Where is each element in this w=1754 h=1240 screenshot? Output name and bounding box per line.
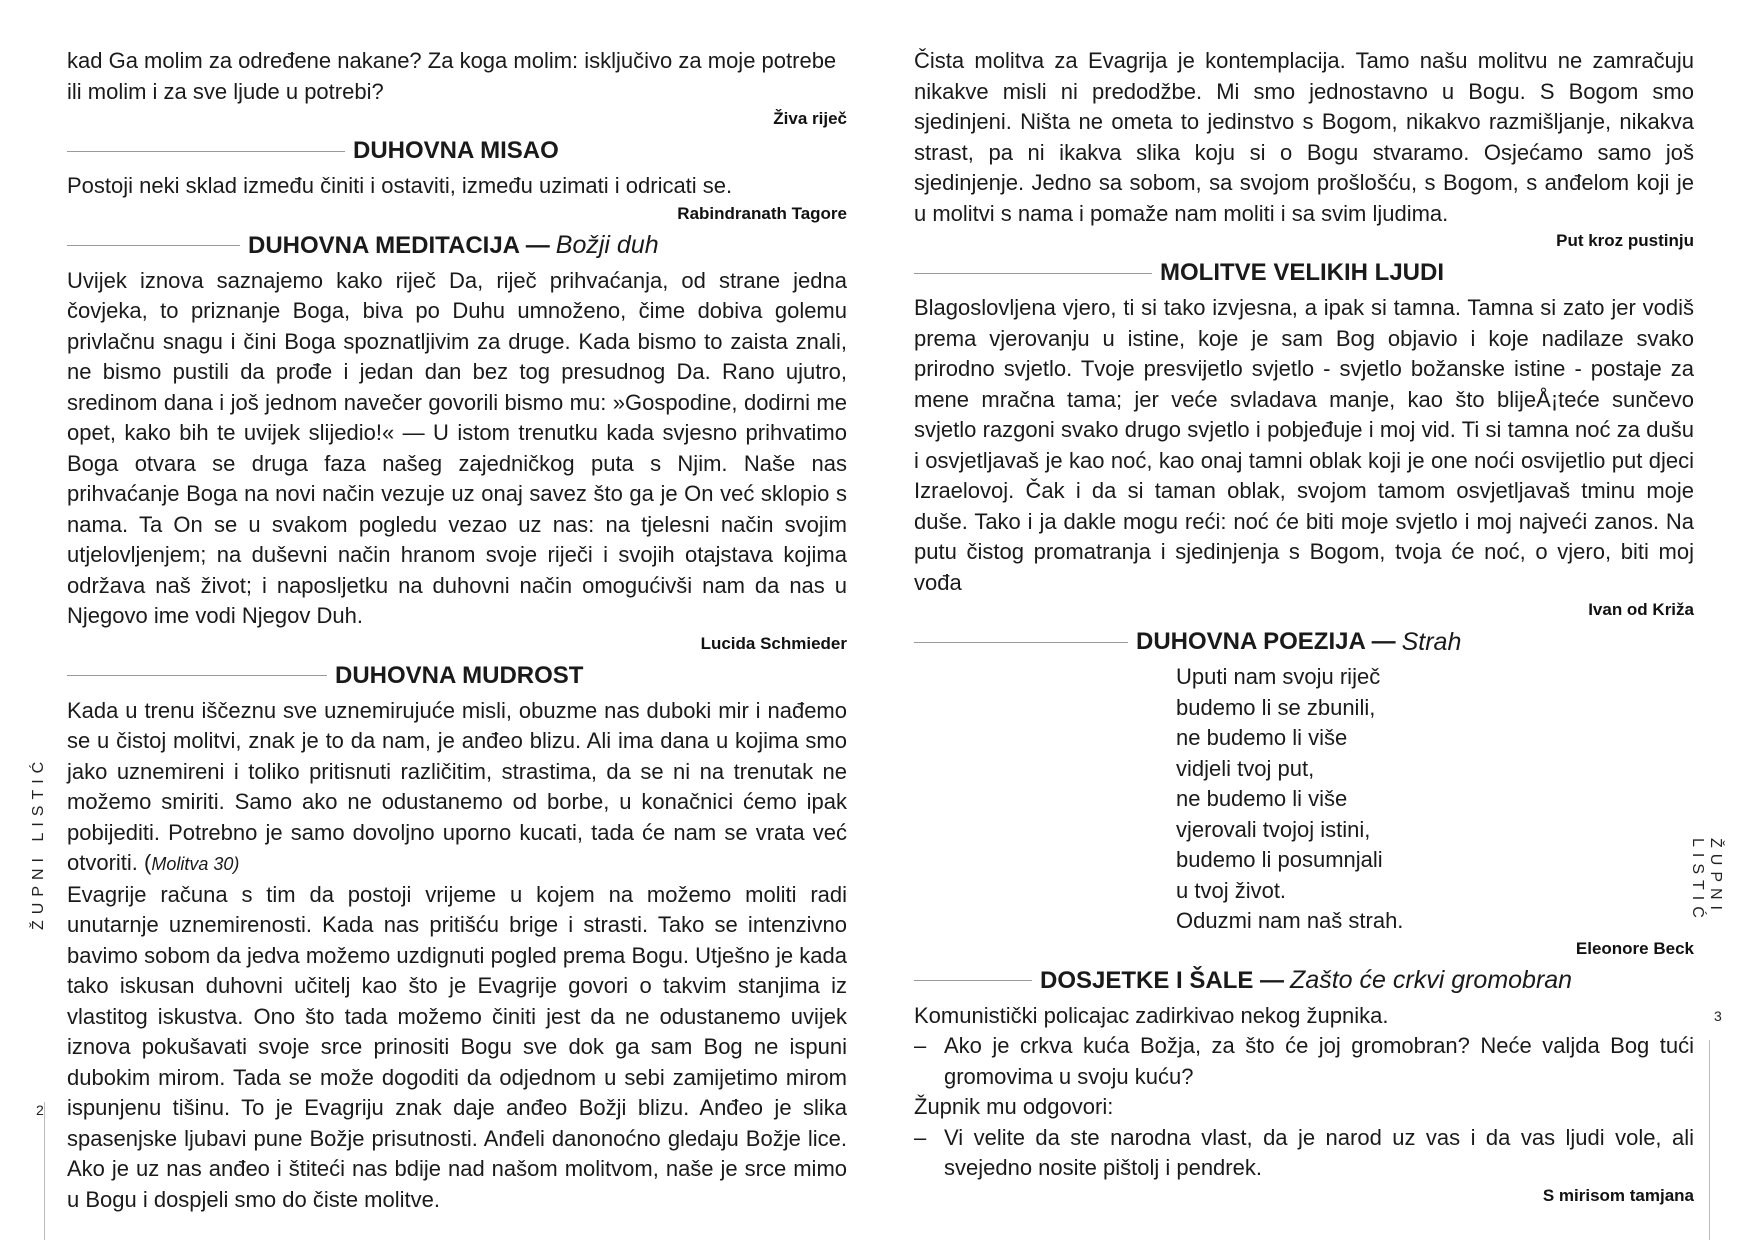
section-title-meditacija: DUHOVNA MEDITACIJA — xyxy=(248,231,550,259)
section-header-mudrost xyxy=(67,658,847,694)
right-side-label: ŽUPNI LISTIĆ xyxy=(1689,838,1724,924)
section-header-misao xyxy=(67,133,847,169)
section-header-dosjetke xyxy=(914,963,1694,999)
right-page-column xyxy=(914,46,1694,1208)
poem-line: vidjeli tvoj put, xyxy=(1176,755,1315,781)
poem-line: ne budemo li više xyxy=(1176,786,1348,811)
left-side-label: ŽUPNI LISTIĆ xyxy=(30,755,47,930)
header-rule xyxy=(67,245,240,246)
dash-marker: – xyxy=(914,1124,927,1150)
poem-line: vjerovali tvojoj istini, xyxy=(1176,816,1371,842)
molitve-text: Blagoslovljena vjero, ti si tako izvjesna, a ipak si tamna. Tamna si zato jer vodiš prema vjerovanju u istine, koje je sam Bog objavio i koje nadilaze svako prirodno svjetlo. Tvoje presvijetlo svjetlo - svjetlo božanske istine - postaje za mene mračna tama; jer veće svladava manje, kao što blijeÅ¡teće sunčevo svjetlo razgoni svako drugo svjetlo i pobjeđuje i moj vid. Ti si tamna noć za dušu i osvjetljavaš je kao noć, kao onaj tamni oblak koji je one noći osvijetlio put djeci Izraelovoj. Čak i da si taman oblak, svojom tamom osvjetljavaš tminu moje duše. Tako i ja dakle mogu reći: noć će biti moje svjetlo i moj najveći zanos. Na putu čistog promatranja i sjedinjenja s Bogom, tvoja će noć, o vjero, biti moj vođa xyxy=(914,295,1694,595)
poem-line: u tvoj život. xyxy=(1176,877,1287,903)
section-title-misao: DUHOVNA MISAO xyxy=(353,137,559,164)
dosjetke-body xyxy=(914,1001,1694,1184)
right-intro-source: Put kroz pustinju xyxy=(1556,231,1694,250)
meditacija-text: Uvijek iznova saznajemo kako riječ Da, riječ prihvaćanja, od strane jedna čovjeka, to priznanje Boga, biva po Duhu umnoženo, čime dobiva golemu privlačnu snagu i čini Boga spoznatljivim za druge. Kada bismo to zaista znali, ne bismo pustili da prođe i jedan dan bez tog presudnog Da. Rano ujutro, sredinom dana i još jednom navečer govorili bismo mu: »Gospodine, dodirni me opet, kako bih te uvijek slijedio!« — U istom trenutku kada svjesno prihvatimo Boga otvara se druga faza našeg zajedničkog puta s Njim. Naše nas prihvaćanje Boga na novi način vezuje uz onaj savez što ga je On već sklopio s nama. Ta On se u svakom pogledu vezao uz nas: na tjelesni način svojim utjelovljenjem; na duševni način hranom svoje riječi i svojih otajstava kojima održava naš život; i naposljetku na duhovni način omogućivši nam da nas u Njegovo ime vodi Njegov Duh. xyxy=(67,267,847,628)
poem-line: budemo li posumnjali xyxy=(1176,847,1383,872)
left-sidebar-line xyxy=(44,1102,45,1240)
header-rule xyxy=(67,151,345,152)
poezija-source: Eleonore Beck xyxy=(1575,938,1694,958)
dosjetke-line-2: Župnik mu odgovori: xyxy=(914,1094,1114,1119)
poem-line: Oduzmi nam naš strah. xyxy=(1176,908,1404,933)
misao-source: Rabindranath Tagore xyxy=(677,203,847,223)
right-sidebar-line xyxy=(1709,1040,1710,1240)
poem-line: ne budemo li više xyxy=(1176,725,1348,750)
dosjetke-item-1: Ako je crkva kuća Božja, za što će joj gromobran? Neće valjda Bog tući gromovima u svoju kuću? xyxy=(944,1033,1694,1089)
header-rule xyxy=(914,642,1128,643)
mudrost-text-1 xyxy=(67,696,847,880)
section-title-mudrost: DUHOVNA MUDROST xyxy=(335,661,584,689)
poem-line: budemo li se zbunili, xyxy=(1176,694,1376,720)
section-header-meditacija xyxy=(67,228,847,264)
dosjetke-dialogue-item xyxy=(914,1031,1694,1092)
dosjetke-item-2: Vi velite da ste narodna vlast, da je narod uz vas i da vas ljudi vole, ali svejedno nosite pištolj i pendrek. xyxy=(944,1124,1694,1180)
misao-text: Postoji neki sklad između činiti i ostaviti, između uzimati i odricati se. xyxy=(67,173,733,198)
section-title-molitve: MOLITVE VELIKIH LJUDI xyxy=(1160,259,1445,286)
molitve-source: Ivan od Križa xyxy=(1588,600,1694,619)
poem xyxy=(1176,662,1694,937)
meditacija-source: Lucida Schmieder xyxy=(700,633,847,653)
right-intro-text: Čista molitva za Evagrija je kontemplacija. Tamo našu molitvu ne zamračuju nikakve misli ni predodžbe. Mi smo jednostavno u Bogu. S Bogom smo sjedinjeni. Ništa ne ometa to jedinstvo s Bogom, nikakvo razmišljanje, nikakva strast, pa ni ikakva slika koju si o Bogu stvaramo. Osjećamo samo još sjedinjenje. Jedno sa sobom, sa svojom prošlošću, s Bogom, s anđelom koji je u molitvi s nama i pomaže nam moliti i sa svim ljudima. xyxy=(914,48,1694,226)
mudrost-text-2: Evagrije računa s tim da postoji vrijeme u kojem na možemo moliti radi unutarnje uznemirenosti. Kada nas pritišću brige i strasti. Tako se intenzivno bavimo sobom da jedva možemo uzdignuti pogled prema Bogu. Utješno je kada tako iskusan duhovni učitelj kao što je Evagrije govori o takvim stanjima iz vlastitog iskustva. Ono što tada možemo činiti jest da ne odustanemo uvijek iznova pokušavati svoje srce prinositi Bogu sve dok ga sam Bog ne ispuni dubokim mirom. Tada se može dogoditi da odjednom u sebi zamijetimo mirom ispunjenu tišinu. To je Evagriju znak daje anđeo Božji blizu. Anđeo je slika spasenjske ljubavi pune Božje prisutnosti. Anđeli danonoćno gledaju Božje lice. Ako je uz nas anđeo i štiteći nas bdije nad našom molitvom, naše je srce mimo u Bogu i dospjeli smo do čiste molitve. xyxy=(67,881,847,1212)
section-subtitle-dosjetke: Zašto će crkvi gromobran xyxy=(1290,966,1573,994)
section-title-dosjetke: DOSJETKE I ŠALE — xyxy=(1040,966,1285,994)
dash-marker: – xyxy=(914,1033,927,1058)
header-rule xyxy=(914,980,1032,981)
dosjetke-line-1: Komunistički policajac zadirkivao nekog župnika. xyxy=(914,1002,1389,1028)
poem-line: Uputi nam svoju riječ xyxy=(1176,664,1381,689)
mudrost-reference: Molitva 30) xyxy=(151,854,240,874)
left-page-column xyxy=(67,46,847,1215)
dosjetke-source: S mirisom tamjana xyxy=(1542,1185,1694,1205)
header-rule xyxy=(67,675,327,676)
dosjetke-dialogue-item xyxy=(914,1123,1694,1184)
right-page-number: 3 xyxy=(1714,1008,1722,1024)
section-subtitle-poezija: Strah xyxy=(1401,627,1462,656)
left-intro-text: kad Ga molim za određene nakane? Za koga molim: isključivo za moje potrebe ili molim i za sve ljude u potrebi? xyxy=(67,48,837,104)
header-rule xyxy=(914,273,1152,274)
section-header-poezija xyxy=(914,624,1694,660)
section-title-poezija: DUHOVNA POEZIJA — xyxy=(1136,628,1396,655)
section-subtitle-meditacija: Božji duh xyxy=(555,231,659,259)
left-page-number: 2 xyxy=(36,1102,44,1118)
mudrost-text-1-body: Kada u trenu iščeznu sve uznemirujuće misli, obuzme nas duboki mir i nađemo se u čistoj molitvi, znak je to da nam, je anđeo blizu. Ali ima dana u kojima smo jako uznemireni i toliko pritisnuti različitim, strastima, da se ni na trenutak ne možemo smiriti. Samo ako ne odustanemo od borbe, u konačnici ćemo ipak pobijediti. Potrebno je samo dovoljno uporno kucati, tada će nam se vrata već otvoriti. ( xyxy=(67,697,847,875)
left-intro-source: Živa riječ xyxy=(773,109,847,128)
section-header-molitve xyxy=(914,255,1694,291)
